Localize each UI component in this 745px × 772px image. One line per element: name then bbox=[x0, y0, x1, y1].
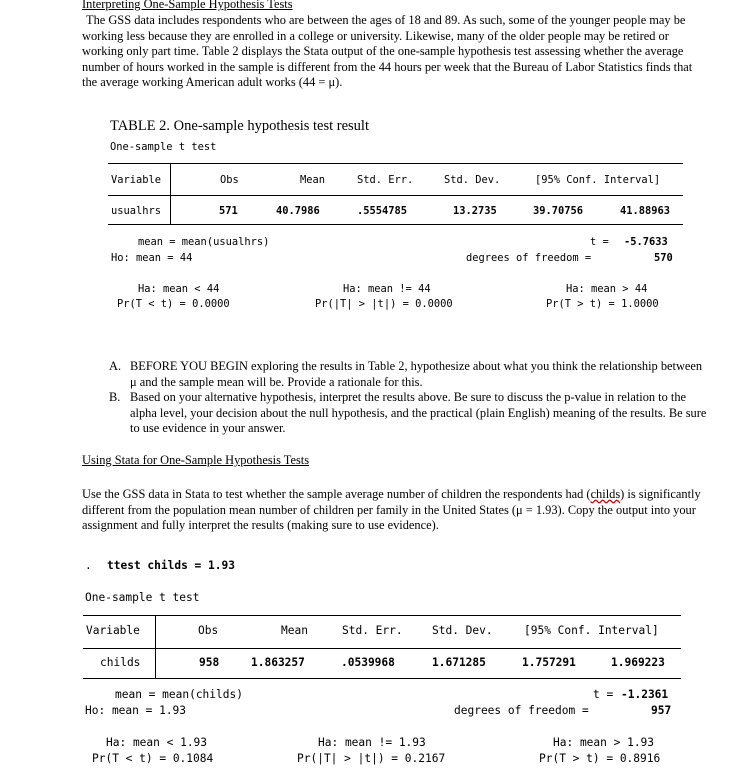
stata-instructions-after: ) is significantly different from the population mean number of children per family in the United States (μ = 1.93). Copy the output into your assignment and fully interpret the results (making sure to use evidence). bbox=[82, 487, 701, 533]
output-p-two-sided: Pr(|T| > |t|) = 0.2167 bbox=[297, 752, 446, 765]
p-left: Pr(T < t) = 0.0000 bbox=[117, 298, 230, 310]
output-header-rule bbox=[83, 648, 681, 649]
ha-right: Ha: mean > 44 bbox=[566, 283, 648, 295]
output-df-label: degrees of freedom = bbox=[454, 704, 589, 717]
stata-instructions-before: Use the GSS data in Stata to test whether the sample average number of children the respondents had ( bbox=[82, 487, 591, 501]
output-t-label: t = bbox=[593, 688, 614, 701]
output-mean-definition: mean = mean(childs) bbox=[115, 688, 243, 701]
output-header-std-err: Std. Err. bbox=[342, 624, 403, 637]
output-header-obs: Obs bbox=[198, 624, 219, 637]
output-cell-obs: 958 bbox=[199, 656, 220, 669]
cell-ci-high: 41.88963 bbox=[620, 205, 671, 217]
null-hypothesis: Ho: mean = 44 bbox=[111, 252, 193, 264]
output-cell-std-err: .0539968 bbox=[341, 656, 395, 669]
output-header-variable: Variable bbox=[86, 624, 140, 637]
column-header-conf-interval: [95% Conf. Interval] bbox=[535, 174, 661, 186]
output-subtitle: One-sample t test bbox=[85, 591, 200, 604]
ha-two-sided: Ha: mean != 44 bbox=[343, 283, 431, 295]
column-header-std-dev: Std. Dev. bbox=[444, 174, 501, 186]
column-header-obs: Obs bbox=[220, 174, 239, 186]
cell-ci-low: 39.70756 bbox=[533, 205, 584, 217]
cell-mean: 40.7986 bbox=[276, 205, 320, 217]
table-top-rule bbox=[108, 163, 683, 164]
table-caption: TABLE 2. One-sample hypothesis test result bbox=[110, 118, 369, 134]
output-df-value: 957 bbox=[651, 704, 672, 717]
p-right: Pr(T > t) = 1.0000 bbox=[546, 298, 659, 310]
output-top-rule bbox=[83, 615, 681, 616]
output-p-left: Pr(T < t) = 0.1084 bbox=[92, 752, 214, 765]
t-value: -5.7633 bbox=[624, 236, 668, 248]
mean-definition: mean = mean(usualhrs) bbox=[138, 236, 270, 248]
table-vertical-rule bbox=[170, 163, 171, 224]
output-ha-two-sided: Ha: mean != 1.93 bbox=[318, 736, 426, 749]
column-header-std-err: Std. Err. bbox=[357, 174, 414, 186]
t-label: t = bbox=[590, 236, 609, 248]
output-header-std-dev: Std. Dev. bbox=[432, 624, 493, 637]
question-b-letter: B. bbox=[109, 390, 121, 404]
cell-std-dev: 13.2735 bbox=[453, 205, 497, 217]
output-header-mean: Mean bbox=[281, 624, 308, 637]
output-bottom-rule bbox=[83, 678, 681, 679]
output-cell-ci-high: 1.969223 bbox=[611, 656, 665, 669]
question-a-letter: A. bbox=[109, 359, 122, 373]
output-cell-std-dev: 1.671285 bbox=[432, 656, 486, 669]
ha-left: Ha: mean < 44 bbox=[138, 283, 220, 295]
df-label: degrees of freedom = bbox=[466, 252, 592, 264]
output-vertical-rule bbox=[155, 615, 156, 679]
table-header-rule bbox=[108, 195, 683, 196]
p-two-sided: Pr(|T| > |t|) = 0.0000 bbox=[315, 298, 453, 310]
section-heading-interpreting: Interpreting One-Sample Hypothesis Tests bbox=[82, 0, 293, 11]
ttest-command: ttest childs = 1.93 bbox=[107, 559, 235, 572]
table-subtitle: One-sample t test bbox=[110, 141, 217, 153]
output-p-right: Pr(T > t) = 0.8916 bbox=[539, 752, 661, 765]
output-ha-right: Ha: mean > 1.93 bbox=[553, 736, 655, 749]
output-cell-mean: 1.863257 bbox=[251, 656, 305, 669]
command-prompt-dot: . bbox=[85, 559, 92, 572]
cell-obs: 571 bbox=[219, 205, 238, 217]
cell-std-err: .5554785 bbox=[357, 205, 408, 217]
stata-instructions bbox=[82, 487, 708, 534]
cell-variable: usualhrs bbox=[111, 205, 162, 217]
column-header-mean: Mean bbox=[300, 174, 326, 186]
question-b-text: Based on your alternative hypothesis, interpret the results above. Be sure to discuss the p-value in relation to the alpha level, your decision about the null hypothesis, and the practical (plain English) meaning of the results. Be sure to use evidence in your answer. bbox=[130, 390, 707, 436]
output-null-hypothesis: Ho: mean = 1.93 bbox=[85, 704, 187, 717]
output-t-value: -1.2361 bbox=[621, 688, 669, 701]
column-header-variable: Variable bbox=[111, 174, 162, 186]
intro-paragraph: The GSS data includes respondents who are between the ages of 18 and 89. As such, some of the younger people may be working less because they are enrolled in a college or university. Likewise, many of the older people may be retired or working only part time. Table 2 displays the Stata output of the one-sample hypothesis test assessing whether the average number of hours worked in the sample is different from the 44 hours per week that the Bureau of Labor Statistics finds that the average working American adult works (44 = μ). bbox=[82, 13, 693, 90]
output-cell-variable: childs bbox=[100, 656, 141, 669]
output-cell-ci-low: 1.757291 bbox=[522, 656, 576, 669]
output-header-conf-interval: [95% Conf. Interval] bbox=[524, 624, 659, 637]
question-a-text: BEFORE YOU BEGIN exploring the results in Table 2, hypothesize about what you think the relationship between μ and the sample mean will be. Provide a rationale for this. bbox=[130, 359, 703, 389]
output-ha-left: Ha: mean < 1.93 bbox=[106, 736, 208, 749]
df-value: 570 bbox=[654, 252, 673, 264]
childs-variable-name: childs bbox=[590, 487, 621, 501]
section-heading-using-stata: Using Stata for One-Sample Hypothesis Tests bbox=[82, 453, 310, 467]
table-bottom-rule bbox=[108, 224, 683, 225]
